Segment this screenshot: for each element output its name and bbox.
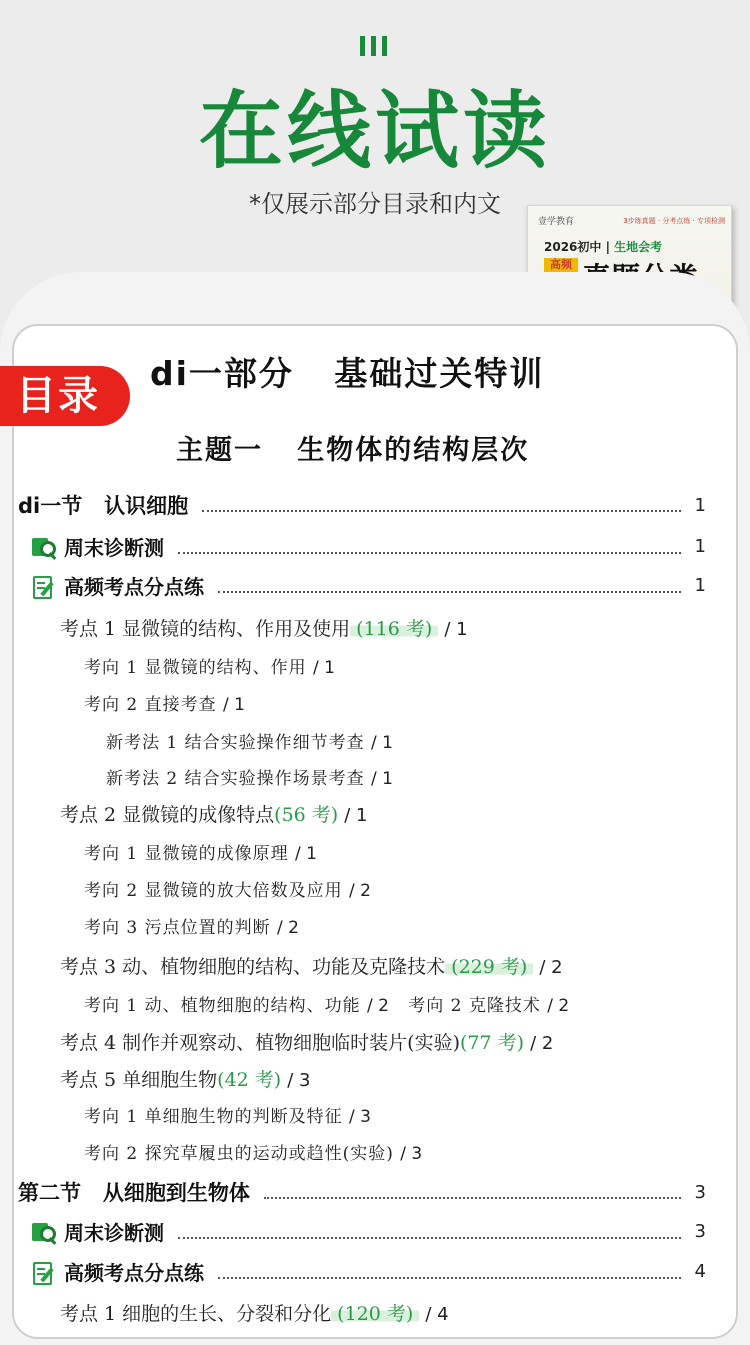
section-title: 第二节 从细胞到生物体 xyxy=(18,1181,250,1205)
kaodian-count: (56 考) xyxy=(274,804,339,826)
toc-kaoxiang[interactable] xyxy=(84,991,569,1016)
page-number: / 2 xyxy=(539,957,563,978)
xinkaofa-text: 新考法 2 结合实验操作场景考查 xyxy=(106,769,365,789)
subsection-label: 高频考点分点练 xyxy=(64,1261,204,1285)
page-number: 1 xyxy=(694,494,706,516)
page-number: / 1 xyxy=(444,619,468,640)
kaoxiang-text: 考向 1 显微镜的结构、作用 xyxy=(84,658,307,678)
kaodian-title: 考点 3 动、植物细胞的结构、功能及克隆技术 xyxy=(60,956,446,978)
page-number: / 1 xyxy=(344,805,368,826)
xinkaofa-text: 新考法 1 结合实验操作细节考查 xyxy=(106,733,365,753)
page-number: / 1 xyxy=(313,658,335,678)
page-number: / 2 xyxy=(547,996,570,1016)
page-number: 4 xyxy=(694,1261,706,1282)
toc-tag: 目录 xyxy=(0,366,130,426)
page-number: / 3 xyxy=(400,1144,423,1164)
page-number: / 2 xyxy=(349,881,371,901)
page-number: / 1 xyxy=(223,695,245,715)
leader-dots xyxy=(218,591,681,593)
kaoxiang-text: 考向 2 探究草履虫的运动或趋性(实验) xyxy=(84,1144,394,1164)
header-mark-icon xyxy=(360,36,390,56)
leader-dots xyxy=(218,1277,681,1279)
edit-sheet-icon xyxy=(32,1261,56,1283)
book-series-year: 2026初中 xyxy=(544,240,602,254)
page-number: / 4 xyxy=(425,1304,449,1325)
leader-dots xyxy=(264,1197,681,1199)
kaoxiang-text: 考向 1 显微镜的成像原理 xyxy=(84,844,289,864)
theme-title: 主题一 生物体的结构层次 xyxy=(176,435,530,466)
toc-xinkaofa[interactable] xyxy=(106,764,393,789)
page-number: 3 xyxy=(694,1221,706,1242)
toc-kaoxiang[interactable] xyxy=(84,839,317,864)
book-series-name: 生地会考 xyxy=(614,240,663,254)
toc-kaoxiang[interactable] xyxy=(84,1139,422,1164)
kaoxiang-text: 考向 2 直接考查 xyxy=(84,695,217,715)
toc-kaoxiang[interactable] xyxy=(84,913,299,938)
kaoxiang-text: 考向 2 显微镜的放大倍数及应用 xyxy=(84,881,343,901)
kaodian-count: (120 考) xyxy=(331,1303,419,1325)
subsection-label: 周末诊断测 xyxy=(64,1221,164,1245)
magnifier-sheet-icon xyxy=(32,1221,56,1243)
kaodian-count: (116 考) xyxy=(350,618,438,640)
kaodian-count: (42 考) xyxy=(217,1069,282,1091)
toc-kaodian[interactable] xyxy=(60,614,468,641)
page-number: / 3 xyxy=(287,1070,311,1091)
toc-section[interactable] xyxy=(18,1177,706,1207)
leader-dots xyxy=(202,510,680,512)
toc-kaoxiang[interactable] xyxy=(84,1102,371,1127)
toc-subsection[interactable] xyxy=(32,571,706,600)
page-number: / 1 xyxy=(371,733,393,753)
kaodian-title: 考点 1 细胞的生长、分裂和分化 xyxy=(60,1303,332,1325)
toc-kaodian[interactable] xyxy=(60,1299,449,1326)
kaodian-title: 考点 5 单细胞生物 xyxy=(60,1069,218,1091)
kaodian-title: 考点 2 显微镜的成像特点 xyxy=(60,804,275,826)
toc-subsection[interactable] xyxy=(32,532,706,561)
kaodian-title: 考点 1 显微镜的结构、作用及使用 xyxy=(60,618,351,640)
part-title: di一部分 基础过关特训 xyxy=(150,354,545,393)
toc-kaodian[interactable] xyxy=(60,952,563,979)
subsection-label: 高频考点分点练 xyxy=(64,575,204,599)
kaodian-title: 考点 4 制作并观察动、植物细胞临时装片(实验) xyxy=(60,1032,460,1054)
page-number: / 1 xyxy=(295,844,317,864)
page-number: 1 xyxy=(694,575,706,596)
toc-kaoxiang[interactable] xyxy=(84,876,371,901)
toc-subsection[interactable] xyxy=(32,1217,706,1246)
toc-xinkaofa[interactable] xyxy=(106,728,393,753)
toc-kaoxiang[interactable] xyxy=(84,690,245,715)
page-subtitle: *仅展示部分目录和内文 xyxy=(249,190,501,218)
page-number: 3 xyxy=(694,1181,706,1203)
kaodian-count: (77 考) xyxy=(460,1032,525,1054)
kaoxiang-text: 考向 2 克隆技术 xyxy=(408,996,541,1016)
book-brand: 壹学教育 xyxy=(538,217,575,227)
toc-kaodian[interactable] xyxy=(60,800,368,827)
page-number: / 2 xyxy=(530,1033,554,1054)
toc-section[interactable] xyxy=(18,490,706,520)
page-number: 1 xyxy=(694,536,706,557)
toc-kaodian[interactable] xyxy=(60,1065,311,1092)
kaodian-count: (229 考) xyxy=(445,956,533,978)
subsection-label: 周末诊断测 xyxy=(64,536,164,560)
edit-sheet-icon xyxy=(32,575,56,597)
section-title: di一节 认识细胞 xyxy=(18,494,189,518)
page-title: 在线试读 xyxy=(198,82,551,180)
toc-kaoxiang[interactable] xyxy=(84,653,335,678)
page-number: / 2 xyxy=(277,918,299,938)
page-number: / 3 xyxy=(349,1107,371,1127)
magnifier-sheet-icon xyxy=(32,536,56,558)
page-number: / 2 xyxy=(367,996,389,1016)
leader-dots xyxy=(178,1237,681,1239)
toc-subsection[interactable] xyxy=(32,1257,706,1286)
page-number: / 1 xyxy=(371,769,393,789)
toc-kaodian[interactable] xyxy=(60,1028,553,1055)
book-slogan: 3步练真题 · 分考点练 · 专项检测 xyxy=(623,217,725,225)
book-series: 2026初中 | 生地会考 xyxy=(544,240,663,254)
leader-dots xyxy=(178,552,681,554)
kaoxiang-text: 考向 1 动、植物细胞的结构、功能 xyxy=(84,996,361,1016)
kaoxiang-text: 考向 1 单细胞生物的判断及特征 xyxy=(84,1107,343,1127)
book-badge-line1: 高频 xyxy=(550,258,572,271)
kaoxiang-text: 考向 3 污点位置的判断 xyxy=(84,918,271,938)
